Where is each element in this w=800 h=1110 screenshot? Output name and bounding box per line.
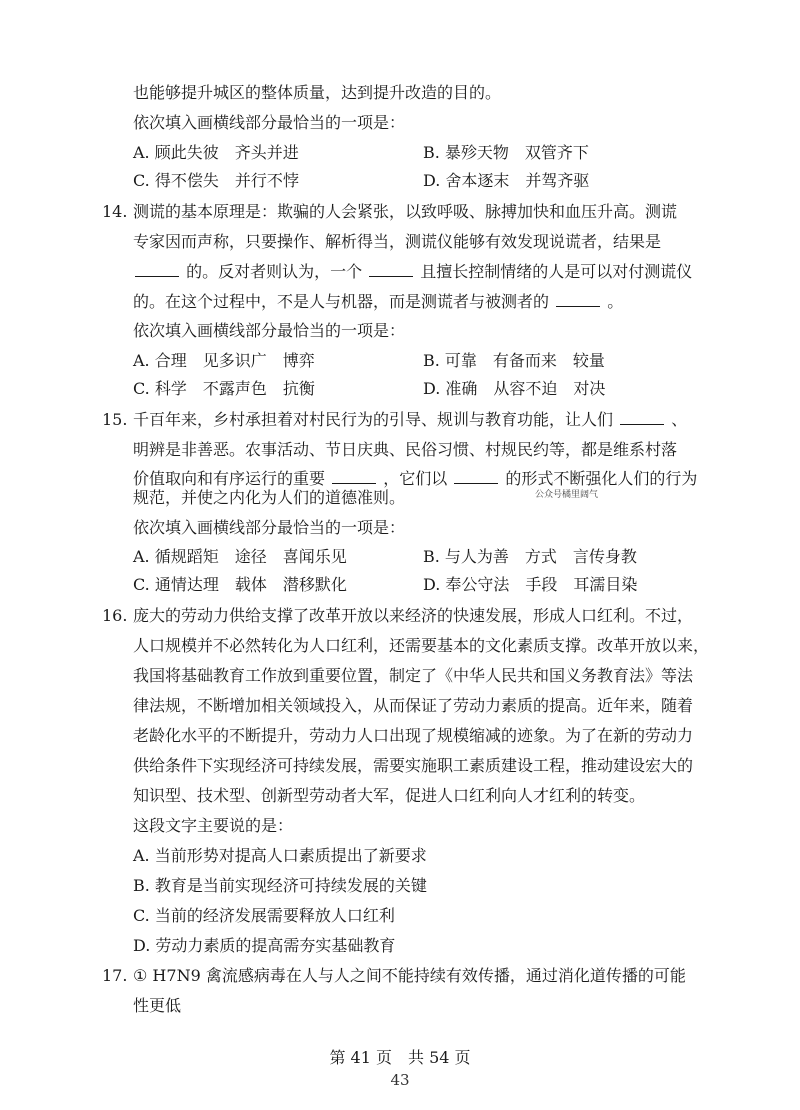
q16-option-b: B. 教育是当前实现经济可持续发展的关键 [133, 876, 427, 895]
q14-line-3-part-b: 且擅长控制情绪的人是可以对付测谎仪 [420, 262, 693, 281]
fill-blank [332, 468, 376, 484]
q15-option-d: D. 奉公守法 手段 耳濡目染 [423, 575, 638, 594]
q13-text-tail: 也能够提升城区的整体质量，达到提升改造的目的。 [133, 83, 502, 102]
q16-line-6: 供给条件下实现经济可持续发展，需要实施职工素质建设工程，推动建设宏大的 [133, 756, 694, 775]
q16-line-5: 老龄化水平的不断提升，劳动力人口出现了规模缩减的迹象。为了在新的劳动力 [133, 726, 694, 745]
page-footer-label: 第 41 页 共 54 页 [329, 1048, 471, 1067]
q13-option-d: D. 舍本逐末 并驾齐驱 [423, 171, 590, 190]
fill-blank [620, 409, 664, 425]
q16-option-c: C. 当前的经济发展需要释放人口红利 [133, 906, 395, 925]
q16-number: 16. [102, 606, 128, 625]
q16-option-a: A. 当前形势对提高人口素质提出了新要求 [133, 846, 427, 865]
q15-line-2: 明辨是非善恶。农事活动、节日庆典、民俗习惯、村规民约等，都是维系村落 [133, 440, 678, 459]
q14-line-3 [133, 261, 692, 283]
q15-prompt: 依次填入画横线部分最恰当的一项是： [133, 518, 406, 537]
q15-option-b: B. 与人为善 方式 言传身教 [423, 547, 637, 566]
fill-blank [556, 291, 600, 307]
q16-line-4: 律法规，不断增加相关领域投入，从而保证了劳动力素质的提高。近年来，随着 [133, 696, 694, 715]
page-number: 43 [390, 1071, 410, 1089]
q15-line-4: 规范，并使之内化为人们的道德准则。 [133, 488, 406, 507]
fill-blank [369, 261, 413, 277]
q16-option-d: D. 劳动力素质的提高需夯实基础教育 [133, 936, 396, 955]
q15-number: 15. [102, 410, 128, 429]
q17-line-2: 性更低 [133, 996, 182, 1015]
q14-line-4-part-b: 。 [607, 292, 624, 311]
q14-line-4-part-a: 的。在这个过程中，不是人与机器，而是测谎者与被测者的 [133, 292, 550, 311]
q13-prompt: 依次填入画横线部分最恰当的一项是： [133, 113, 406, 132]
q14-option-c: C. 科学 不露声色 抗衡 [133, 379, 315, 398]
fill-blank [454, 468, 498, 484]
q14-line-4 [133, 291, 623, 313]
q15-line-3-part-b: ，它们以 [383, 469, 448, 488]
q15-option-c: C. 通情达理 载体 潜移默化 [133, 575, 347, 594]
fill-blank [135, 261, 179, 277]
q16-line-1: 庞大的劳动力供给支撑了改革开放以来经济的快速发展，形成人口红利。不过， [133, 606, 694, 625]
q16-line-3: 我国将基础教育工作放到重要位置，制定了《中华人民共和国义务教育法》等法 [133, 666, 694, 685]
q13-option-a: A. 顾此失彼 齐头并进 [133, 143, 299, 162]
q14-option-d: D. 准确 从容不迫 对决 [423, 379, 606, 398]
q14-number: 14. [102, 202, 128, 221]
q13-option-c: C. 得不偿失 并行不悖 [133, 171, 299, 190]
q14-line-3-part-a: 的。反对者则认为，一个 [186, 262, 363, 281]
q15-line-1-punct: 、 [671, 410, 688, 429]
q16-prompt: 这段文字主要说的是： [133, 816, 294, 835]
q14-line-2: 专家因而声称，只要操作、解析得当，测谎仪能够有效发现说谎者，结果是 [133, 232, 662, 251]
q16-line-7: 知识型、技术型、创新型劳动者大军，促进人口红利向人才红利的转变。 [133, 786, 646, 805]
q15-line-1 [133, 409, 687, 431]
q13-option-b: B. 暴殄天物 双管齐下 [423, 143, 589, 162]
q15-line-1-text: 千百年来，乡村承担着对村民行为的引导、规训与教育功能，让人们 [133, 410, 614, 429]
q14-option-b: B. 可靠 有备而来 较量 [423, 351, 605, 370]
q16-line-2: 人口规模并不必然转化为人口红利，还需要基本的文化素质支撑。改革开放以来， [133, 636, 710, 655]
watermark-text: 公众号橘里阔气 [535, 490, 599, 500]
q15-option-a: A. 循规蹈矩 途径 喜闻乐见 [133, 547, 347, 566]
q17-number: 17. [102, 966, 128, 985]
q14-option-a: A. 合理 见多识广 博弈 [133, 351, 315, 370]
q14-line-1: 测谎的基本原理是：欺骗的人会紧张，以致呼吸、脉搏加快和血压升高。测谎 [133, 202, 678, 221]
q17-line-1: ① H7N9 禽流感病毒在人与人之间不能持续有效传播，通过消化道传播的可能 [133, 966, 686, 985]
q14-prompt: 依次填入画横线部分最恰当的一项是： [133, 321, 406, 340]
q15-line-3-part-c: 的形式不断强化人们的行为 [505, 469, 698, 488]
q15-line-3-part-a: 价值取向和有序运行的重要 [133, 469, 326, 488]
